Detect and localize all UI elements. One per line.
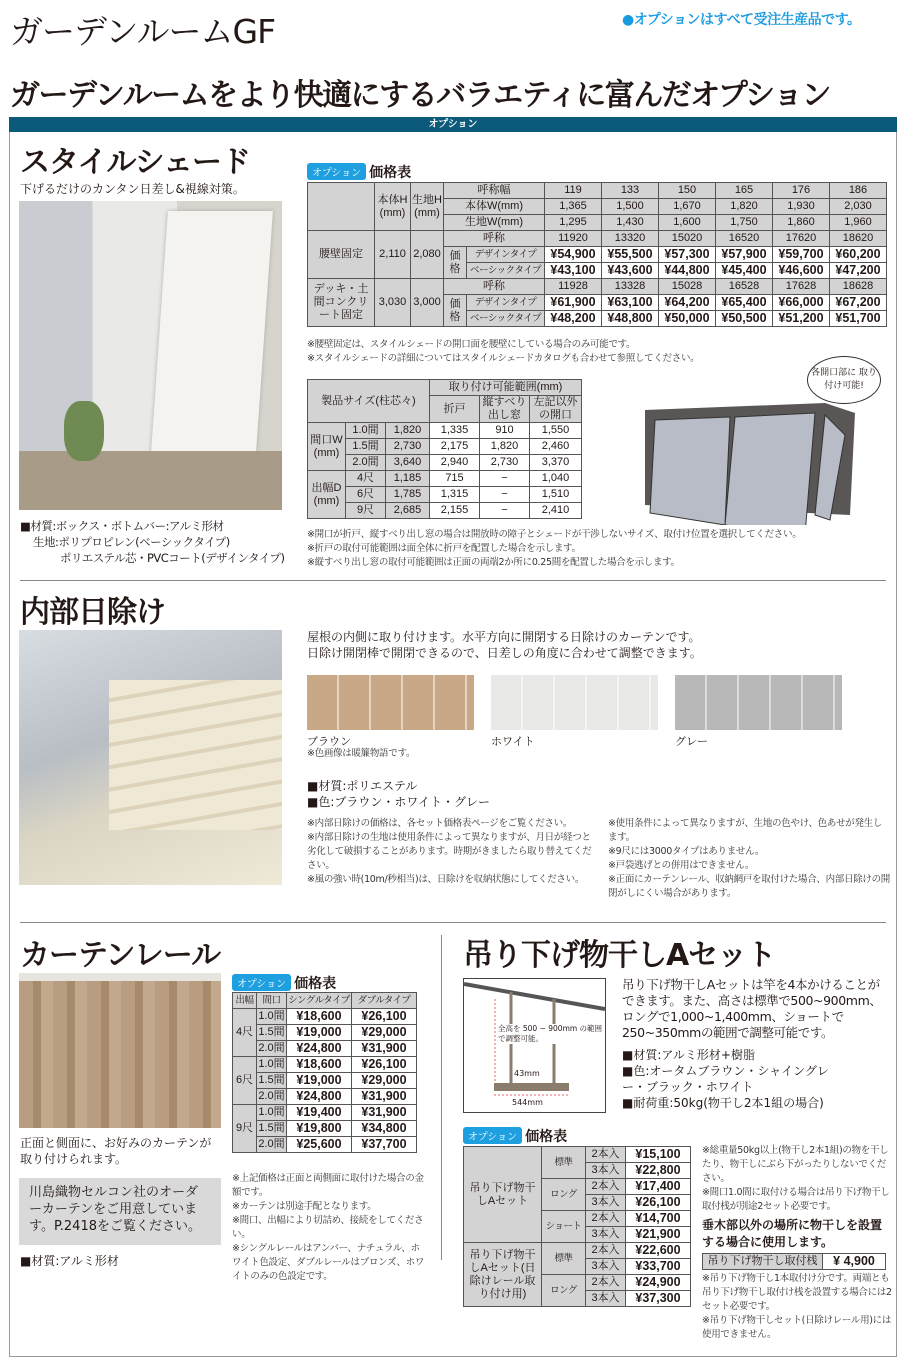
table-cell: 2本入 [586, 1243, 626, 1259]
style-shade-price-heading [307, 161, 411, 182]
price-cell: ¥45,400 [716, 263, 773, 279]
table-cell: 133 [602, 183, 659, 199]
option-badge: オプション [232, 974, 291, 991]
table-cell: 1,600 [659, 215, 716, 231]
table-cell: 1.0間 [257, 1057, 287, 1073]
price-cell: ¥63,100 [602, 295, 659, 311]
table-cell: シングルタイプ [287, 993, 352, 1009]
price-cell: ¥19,000 [287, 1073, 352, 1089]
table-cell: 3本入 [586, 1291, 626, 1307]
length-type: ショート [542, 1211, 586, 1243]
interior-material: ■材質:ポリエステル [307, 779, 418, 793]
price-cell: ¥50,000 [659, 311, 716, 327]
table-cell: 15028 [659, 279, 716, 295]
table-cell: 18620 [830, 231, 887, 247]
hanging-set-title: 吊り下げ物干しAセット [463, 938, 776, 973]
table-cell: 1,785 [386, 487, 430, 503]
table-cell: 1.0間 [346, 423, 386, 439]
price-cell: ¥34,800 [352, 1121, 417, 1137]
curtain-price-heading [232, 972, 336, 993]
price-cell: ¥37,300 [626, 1291, 691, 1307]
length-type: 標準 [542, 1147, 586, 1179]
table-cell: 4尺 [233, 1009, 257, 1057]
table-cell: 165 [716, 183, 773, 199]
table-cell: 186 [830, 183, 887, 199]
price-cell: ¥19,800 [287, 1121, 352, 1137]
table-cell: 9尺 [346, 503, 386, 519]
price-cell: ¥61,900 [545, 295, 602, 311]
table-cell: 150 [659, 183, 716, 199]
price-cell: ¥19,000 [287, 1025, 352, 1041]
table-cell: 1.5間 [346, 439, 386, 455]
table-cell: 2本入 [586, 1179, 626, 1195]
table-cell: 価格 [444, 247, 467, 279]
table-cell: 9尺 [233, 1105, 257, 1153]
table-cell: 1,820 [386, 423, 430, 439]
price-cell: ¥22,600 [626, 1243, 691, 1259]
table-cell: 1,295 [545, 215, 602, 231]
header-row [308, 380, 582, 396]
section-divider [20, 580, 886, 581]
table-cell: デザインタイプ [467, 295, 545, 311]
price-cell: ¥24,900 [626, 1275, 691, 1291]
table-cell: 出幅 [233, 993, 257, 1009]
price-cell: ¥57,900 [716, 247, 773, 263]
table-cell: 1,550 [530, 423, 582, 439]
curtain-price-table [232, 992, 417, 1153]
table-cell: ベーシックタイプ [467, 263, 545, 279]
interior-notes-right [608, 817, 890, 901]
table-cell: 1,670 [659, 199, 716, 215]
style-shade-desc: 下げるだけのカンタン日差し&視線対策。 [20, 182, 245, 196]
table-row [308, 503, 582, 519]
hanging-rack-drawing [464, 979, 605, 1112]
table-cell [308, 183, 375, 231]
table-row [703, 1254, 886, 1270]
table-cell: 2,110 [375, 231, 411, 279]
hanging-color: ■色:オータムブラウン・シャイングレー・ブラック・ホワイト [622, 1064, 829, 1094]
note: ※間口、出幅により切詰め、接続をしてください。 [232, 1215, 424, 1240]
price-table-label: 価格表 [525, 1128, 568, 1145]
style-shade-material-2: 生地:ポリプロピレン(ベーシックタイプ) [33, 535, 230, 549]
price-cell: ¥44,800 [659, 263, 716, 279]
mount-rail-price-table [702, 1253, 886, 1270]
price-cell: ¥59,700 [773, 247, 830, 263]
price-cell: ¥17,400 [626, 1179, 691, 1195]
table-row [308, 471, 582, 487]
table-cell: ダブルタイプ [352, 993, 417, 1009]
interior-shade-title: 内部日除け [20, 595, 165, 630]
table-cell: 11920 [545, 231, 602, 247]
mount-type: デッキ・土間コンクリート固定 [308, 279, 375, 327]
swatch-label: ホワイト [491, 735, 535, 748]
table-row [233, 1073, 417, 1089]
price-cell: ¥57,300 [659, 247, 716, 263]
price-cell: ¥60,200 [830, 247, 887, 263]
set-type: 吊り下げ物干しAセット [464, 1147, 542, 1243]
table-cell: 左記以外の開口 [530, 396, 582, 423]
price-cell: ¥26,100 [352, 1057, 417, 1073]
price-cell: ¥31,900 [352, 1089, 417, 1105]
table-cell: 1,750 [716, 215, 773, 231]
style-shade-note-1: ※腰壁固定は、スタイルシェードの開口面を腰壁にしている場合のみ可能です。 [307, 339, 636, 350]
table-cell: 1.5間 [257, 1073, 287, 1089]
price-cell: ¥48,200 [545, 311, 602, 327]
table-cell: 119 [545, 183, 602, 199]
note: ※戸袋逃げとの併用はできません。 [608, 860, 755, 871]
note: ※総重量50kg以上(物干し2本1組)の物を干したり、物干しにぶら下がったりしないでください。 [702, 1145, 889, 1184]
note: ※風の強い時(10m/秒相当)は、日除けを収納状態にしてください。 [307, 874, 585, 885]
note: ※9尺には3000タイプはありません。 [608, 846, 765, 857]
length-type: ロング [542, 1179, 586, 1211]
option-badge: オプション [307, 163, 366, 180]
table-row [233, 1041, 417, 1057]
price-cell: ¥47,200 [830, 263, 887, 279]
curtain-notes [232, 1172, 427, 1284]
table-cell: 呼称 [444, 279, 545, 295]
price-cell: ¥26,100 [626, 1195, 691, 1211]
table-cell: 1,820 [716, 199, 773, 215]
swatch-label: グレー [675, 735, 708, 748]
table-cell: 2,080 [411, 231, 444, 279]
hanging-load: ■耐荷重:50kg(物干し2本1組の場合) [622, 1096, 824, 1110]
table-row [308, 423, 582, 439]
price-cell: ¥18,600 [287, 1057, 352, 1073]
table-cell: 取り付け可能範囲(mm) [430, 380, 582, 396]
style-shade-material-1: ■材質:ボックス・ボトムバー:アルミ形材 [20, 519, 224, 533]
table-cell: 2,940 [430, 455, 480, 471]
shade-installation-illustration [635, 385, 865, 525]
table-cell: 呼称 [444, 231, 545, 247]
note: ※内部日除けの生地は使用条件によって異なりますが、月日が経つと劣化して破損することがあります。時期がきましたら取り替えてください。 [307, 832, 592, 871]
color-swatch-0 [307, 675, 474, 730]
note: ※内部日除けの価格は、各セット価格表ページをご覧ください。 [307, 818, 573, 829]
mount-rail-heading: 垂木部以外の場所に物干しを設置する場合に使用します。 [702, 1218, 883, 1249]
table-cell: 6尺 [346, 487, 386, 503]
interior-notes-left [307, 817, 597, 887]
price-cell: ¥26,100 [352, 1009, 417, 1025]
hanging-desc: 吊り下げ物干しAセットは竿を4本かけることができます。また、高さは標準で500~900mm、ロングで1,000~1,400mm、ショートで250~350mmの範囲で調整可能です。 [622, 977, 882, 1040]
set-type: 吊り下げ物干しAセット(日除けレール取り付け用) [464, 1243, 542, 1307]
style-shade-note-2: ※スタイルシェードの詳細についてはスタイルシェードカタログも合わせて参照してください。 [307, 353, 700, 364]
table-cell: − [480, 503, 530, 519]
table-cell: 18628 [830, 279, 887, 295]
table-cell: 1,365 [545, 199, 602, 215]
table-cell: 6尺 [233, 1057, 257, 1105]
table-cell: 1.5間 [257, 1121, 287, 1137]
table-row [233, 1137, 417, 1153]
table-cell: 3本入 [586, 1259, 626, 1275]
price-cell: ¥65,400 [716, 295, 773, 311]
table-cell: 2,155 [430, 503, 480, 519]
table-cell: 3本入 [586, 1227, 626, 1243]
price-cell: ¥54,900 [545, 247, 602, 263]
note: ※シングルレールはアンバー、ナチュラル、ホワイト色設定、ダブルレールはブロンズ、ホワイトのみの色設定です。 [232, 1243, 425, 1282]
table-cell: 4尺 [346, 471, 386, 487]
section-divider [20, 922, 886, 923]
order-curtain-box: 川島織物セルコン社のオーダーカーテンをご用意しています。P.2418をご覧ください。 [19, 1178, 221, 1245]
table-cell: 価格 [444, 295, 467, 327]
range-note-1: ※開口が折戸、縦すべり出し窓の場合は開放時の障子とシェードが干渉しないサイズ、取付け位置を選択してください。 [307, 529, 802, 540]
table-cell: 1,430 [602, 215, 659, 231]
table-cell: 3,030 [375, 279, 411, 327]
table-cell: 製品サイズ(柱芯々) [308, 380, 430, 423]
note: ※カーテンは別途手配となります。 [232, 1201, 377, 1212]
table-cell: 1,820 [480, 439, 530, 455]
table-cell: 2本入 [586, 1211, 626, 1227]
style-shade-title: スタイルシェード [20, 145, 251, 180]
table-cell: 3,000 [411, 279, 444, 327]
interior-desc-1: 屋根の内側に取り付けます。水平方向に開閉する日除けのカーテンです。 [307, 630, 701, 644]
table-cell: 2.0間 [257, 1041, 287, 1057]
interior-shade-photo [19, 630, 282, 885]
mount-type: 腰壁固定 [308, 231, 375, 279]
gap-dimension: 43mm [514, 1069, 540, 1078]
table-row [233, 1089, 417, 1105]
note: ※使用条件によって異なりますが、生地の色やけ、色あせが発生します。 [608, 818, 883, 843]
price-table-label: 価格表 [294, 975, 337, 992]
price-cell: ¥31,900 [352, 1105, 417, 1121]
price-cell: ¥51,200 [773, 311, 830, 327]
table-row [308, 487, 582, 503]
table-cell: 16528 [716, 279, 773, 295]
table-cell: 3本入 [586, 1195, 626, 1211]
table-cell: 2,410 [530, 503, 582, 519]
table-cell: 2,460 [530, 439, 582, 455]
hanging-material: ■材質:アルミ形材+樹脂 [622, 1048, 755, 1062]
table-cell: 間口W (mm) [308, 423, 346, 471]
table-cell: − [480, 487, 530, 503]
table-cell: 1,335 [430, 423, 480, 439]
table-cell: 出幅D (mm) [308, 471, 346, 519]
fabric-height-header: 生地H (mm) [411, 183, 444, 231]
table-row [233, 1057, 417, 1073]
swatch-label: ブラウン [307, 735, 351, 748]
table-cell: ベーシックタイプ [467, 311, 545, 327]
price-cell: ¥51,700 [830, 311, 887, 327]
price-cell: ¥67,200 [830, 295, 887, 311]
length-type: 標準 [542, 1243, 586, 1275]
price-cell: ¥37,700 [352, 1137, 417, 1153]
table-cell: 2本入 [586, 1147, 626, 1163]
table-cell: 1,930 [773, 199, 830, 215]
note: ※正面にカーテンレール、収納網戸を取付けた場合、内部日除けの開閉がしにくい場合があります。 [608, 874, 890, 899]
color-swatch-2 [675, 675, 842, 730]
table-cell: 3,370 [530, 455, 582, 471]
price-cell: ¥29,000 [352, 1025, 417, 1041]
table-cell: 2.0間 [257, 1089, 287, 1105]
price-cell: ¥31,900 [352, 1041, 417, 1057]
price-cell: ¥43,100 [545, 263, 602, 279]
height-adjust-note: 全高を 500 ~ 900mm の範囲で調整可能。 [498, 1024, 603, 1043]
length-type: ロング [542, 1275, 586, 1307]
table-cell: 1,500 [602, 199, 659, 215]
price-cell: ¥15,100 [626, 1147, 691, 1163]
price-cell: ¥33,700 [626, 1259, 691, 1275]
table-cell: 折戸 [430, 396, 480, 423]
table-cell: 910 [480, 423, 530, 439]
table-cell: 1.0間 [257, 1009, 287, 1025]
table-row [233, 1009, 417, 1025]
note: ※吊り下げ物干しセット(日除けレール用)には使用できません。 [702, 1315, 892, 1340]
table-cell: 1,185 [386, 471, 430, 487]
price-cell: ¥19,400 [287, 1105, 352, 1121]
table-cell: 1,040 [530, 471, 582, 487]
price-cell: ¥22,800 [626, 1163, 691, 1179]
table-cell: 2,030 [830, 199, 887, 215]
interior-color: ■色:ブラウン・ホワイト・グレー [307, 795, 491, 809]
page-title: ガーデンルームGF [10, 12, 276, 51]
table-cell: 1,860 [773, 215, 830, 231]
price-table-label: 価格表 [369, 164, 412, 181]
style-shade-photo [19, 201, 282, 510]
table-cell: − [480, 471, 530, 487]
header-row [308, 183, 887, 199]
table-cell: 1,510 [530, 487, 582, 503]
hanging-text [622, 977, 887, 1111]
table-cell: 呼称幅 [444, 183, 545, 199]
table-cell: デザインタイプ [467, 247, 545, 263]
table-row [464, 1147, 691, 1163]
price-cell: ¥66,000 [773, 295, 830, 311]
body-height-header: 本体H (mm) [375, 183, 411, 231]
table-cell: 2,730 [386, 439, 430, 455]
curtain-material: ■材質:アルミ形材 [20, 1254, 119, 1268]
table-row [233, 1121, 417, 1137]
color-swatch-1 [491, 675, 658, 730]
made-to-order-note: ●オプションはすべて受注生産品です。 [622, 12, 861, 28]
range-note-2: ※折戸の取付可能範囲は面全体に折戸を配置した場合を示します。 [307, 543, 581, 554]
table-cell: 2.0間 [346, 455, 386, 471]
options-header-bar: オプション [9, 117, 897, 132]
table-row [308, 279, 887, 295]
table-cell: 2.0間 [257, 1137, 287, 1153]
table-cell: 17628 [773, 279, 830, 295]
table-cell: 2,175 [430, 439, 480, 455]
speech-bubble: 各開口部に 取り付け可能! [807, 356, 881, 404]
note: ※上記価格は正面と両側面に取付けた場合の金額です。 [232, 1173, 424, 1198]
table-cell: 本体W(mm) [444, 199, 545, 215]
table-cell: 1,315 [430, 487, 480, 503]
table-cell: 11928 [545, 279, 602, 295]
note: ※吊り下げ物干し1本取付け分です。両端とも吊り下げ物干し取付け桟を設置する場合には2セット必要です。 [702, 1273, 892, 1312]
table-cell: 1.5間 [257, 1025, 287, 1041]
header-row [233, 993, 417, 1009]
curtain-rail-title: カーテンレール [20, 938, 221, 973]
price-cell: ¥43,600 [602, 263, 659, 279]
hanging-diagram [463, 978, 606, 1113]
mount-rail-item: 吊り下げ物干し取付桟 [703, 1254, 823, 1270]
table-cell: 2,685 [386, 503, 430, 519]
price-cell: ¥50,500 [716, 311, 773, 327]
table-cell: 13328 [602, 279, 659, 295]
table-cell: 生地W(mm) [444, 215, 545, 231]
table-row [308, 439, 582, 455]
table-cell: 1,960 [830, 215, 887, 231]
table-row [233, 1025, 417, 1041]
table-row [233, 1105, 417, 1121]
price-cell: ¥55,500 [602, 247, 659, 263]
option-badge: オプション [463, 1127, 522, 1144]
price-cell: ¥25,600 [287, 1137, 352, 1153]
table-cell: 3,640 [386, 455, 430, 471]
curtain-desc: 正面と側面に、お好みのカーテンが取り付けられます。 [20, 1136, 212, 1166]
curtain-photo [19, 973, 221, 1128]
hanging-price-heading [463, 1125, 567, 1146]
column-divider [441, 935, 442, 1260]
range-note-3: ※縦すべり出し窓の取付可能範囲は正面の両端2か所に0.25間を配置した場合を示します。 [307, 557, 680, 568]
table-cell: 2,730 [480, 455, 530, 471]
hanging-price-table [463, 1146, 691, 1307]
price-cell: ¥24,800 [287, 1041, 352, 1057]
hanging-side-column [702, 1144, 892, 1342]
table-cell: 16520 [716, 231, 773, 247]
table-cell: 間口 [257, 993, 287, 1009]
table-row [464, 1243, 691, 1259]
style-shade-material-3: ポリエステル芯・PVCコート(デザインタイプ) [60, 551, 285, 565]
table-cell: 縦すべり出し窓 [480, 396, 530, 423]
interior-desc-2: 日除け開閉棒で開閉できるので、日差しの角度に合わせて調整できます。 [307, 646, 702, 660]
table-row [308, 231, 887, 247]
price-cell: ¥29,000 [352, 1073, 417, 1089]
page-subtitle: ガーデンルームをより快適にするバラエティに富んだオプション [10, 78, 831, 113]
price-cell: ¥18,600 [287, 1009, 352, 1025]
table-cell: 13320 [602, 231, 659, 247]
table-row [308, 455, 582, 471]
price-cell: ¥21,900 [626, 1227, 691, 1243]
table-cell: 15020 [659, 231, 716, 247]
table-cell: 176 [773, 183, 830, 199]
note: ※間口1.0間に取付ける場合は吊り下げ物干し取付桟が別途2セット必要です。 [702, 1187, 890, 1212]
price-cell: ¥48,800 [602, 311, 659, 327]
table-cell: 1.0間 [257, 1105, 287, 1121]
price-cell: ¥14,700 [626, 1211, 691, 1227]
price-cell: ¥46,600 [773, 263, 830, 279]
width-dimension: 544mm [512, 1098, 543, 1107]
swatch-note: ※色画像は暖簾物語です。 [307, 748, 416, 759]
table-cell: 17620 [773, 231, 830, 247]
style-shade-price-table [307, 182, 887, 327]
table-cell: 3本入 [586, 1163, 626, 1179]
table-cell: 2本入 [586, 1275, 626, 1291]
install-range-table [307, 379, 582, 519]
mount-rail-price: ¥ 4,900 [823, 1254, 886, 1270]
price-cell: ¥64,200 [659, 295, 716, 311]
price-cell: ¥24,800 [287, 1089, 352, 1105]
table-cell: 715 [430, 471, 480, 487]
